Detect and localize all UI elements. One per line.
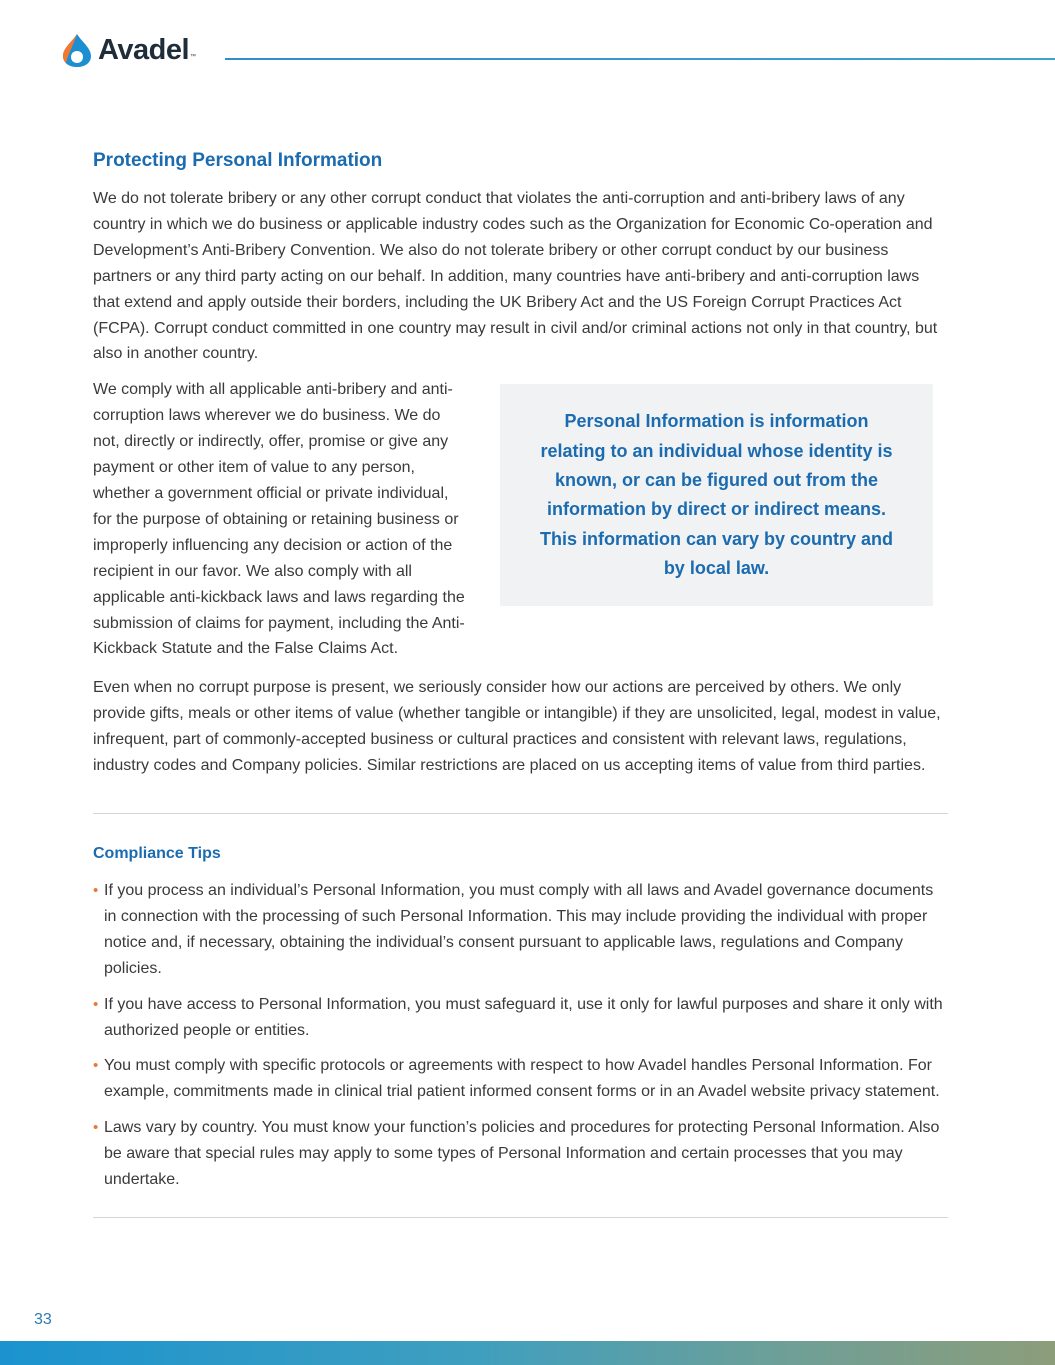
page-number: 33 [34, 1311, 52, 1328]
divider-top [93, 813, 948, 814]
compliance-paragraph: We comply with all applicable anti-bribery and anti-corruption laws wherever we do business. We do not, directly or indirectly, offer, promise or give any payment or other item of value to any person, whether a government official or private individual, for the purpose of obtaining or retaining business or improperly influencing any decision or action of the recipient in our favor. We also comply with all applicable anti-kickback laws and laws regarding the submission of claims for payment, including the Anti-Kickback Statute and the False Claims Act. [93, 381, 465, 658]
section-title: Protecting Personal Information [93, 150, 383, 171]
divider-bottom [93, 1217, 948, 1218]
callout-text: Personal Information is information relating to an individual whose identity is known, or can be figured out from the information by direct or indirect means. This information can vary by country and by local law. [539, 411, 894, 578]
brand-name: Avadel [98, 33, 190, 66]
two-column-block [93, 377, 948, 669]
tip-text: If you have access to Personal Information, you must safeguard it, use it only for lawful purposes and share it only with authorized people or entities. [104, 995, 943, 1039]
list-item [93, 1115, 948, 1193]
avadel-drop-icon [60, 32, 94, 68]
tip-text: Laws vary by country. You must know your function’s policies and procedures for protecting Personal Information. Also be aware that special rules may apply to some types of Personal Information and certain processes that you may undertake. [104, 1119, 940, 1189]
list-item [93, 992, 948, 1044]
avadel-logo [60, 32, 196, 68]
intro-paragraph: We do not tolerate bribery or any other corrupt conduct that violates the anti-corruption and anti-bribery laws of any country in which we do business or applicable industry codes such as the Organization for Economic Co-operation and Development’s Anti-Bribery Convention. We also do not tolerate bribery or other corrupt conduct by our business partners or any third party acting on our behalf. In addition, many countries have anti-bribery and anti-corruption laws that extend and apply outside their borders, including the UK Bribery Act and the US Foreign Corrupt Practices Act (FCPA). Corrupt conduct committed in one country may result in civil and/or criminal actions not only in that country, but also in another country. [93, 190, 938, 363]
gifts-paragraph: Even when no corrupt purpose is present, we seriously consider how our actions are perceived by others. We only provide gifts, meals or other items of value (whether tangible or intangible) if they are unsolicited, legal, modest in value, infrequent, part of commonly-accepted business or cultural practices and consistent with relevant laws, regulations, industry codes and Company policies. Similar restrictions are placed on us accepting items of value from third parties. [93, 679, 941, 775]
tips-title: Compliance Tips [93, 844, 221, 862]
bullet-icon: • [93, 1057, 99, 1075]
tip-text: If you process an individual’s Personal Information, you must comply with all laws and Avadel governance documents in connection with the processing of such Personal Information. This may include providing the individual with proper notice and, if necessary, obtaining the individual’s consent pursuant to applicable laws, regulations and Company policies. [104, 881, 934, 977]
bullet-icon: • [93, 995, 99, 1013]
main-content [93, 146, 948, 1218]
list-item [93, 1053, 948, 1105]
header-rule [225, 58, 1055, 60]
tips-list [93, 878, 948, 1193]
tip-text: You must comply with specific protocols or agreements with respect to how Avadel handles Personal Information. For example, commitments made in clinical trial patient informed consent forms or in an Avadel website privacy statement. [104, 1057, 940, 1101]
list-item [93, 878, 948, 982]
trademark: ™ [190, 54, 197, 60]
bullet-icon: • [93, 881, 99, 899]
footer-gradient-bar [0, 1341, 1055, 1365]
bullet-icon: • [93, 1119, 99, 1137]
definition-callout [500, 384, 933, 606]
